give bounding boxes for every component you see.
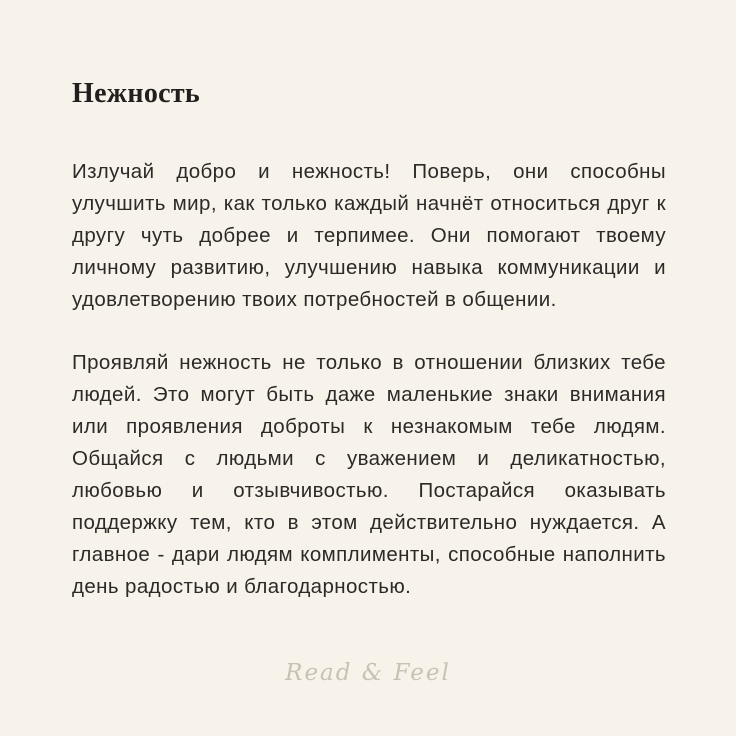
page-title: Нежность <box>72 78 201 109</box>
paragraph-1: Излучай добро и нежность! Поверь, они способны улучшить мир, как только каждый начнёт относиться друг к другу чуть добрее и терпимее. Они помогают твоему личному развитию, улучшению навыка коммуникации и удовлетворению твоих потребностей в общении. <box>72 160 666 312</box>
brand-signature: Read & Feel <box>285 660 451 686</box>
paragraph-2: Проявляй нежность не только в отношении близких тебе людей. Это могут быть даже маленькие знаки внимания или проявления доброты к незнакомым тебе людям. Общайся с людьми с уважением и деликатностью, любовью и отзывчивостью. Постарайся оказывать поддержку тем, кто в этом действительно нуждается. А главное - дари людям комплименты, способные наполнить день радостью и благодарностью. <box>72 351 666 599</box>
body-text <box>72 156 666 603</box>
